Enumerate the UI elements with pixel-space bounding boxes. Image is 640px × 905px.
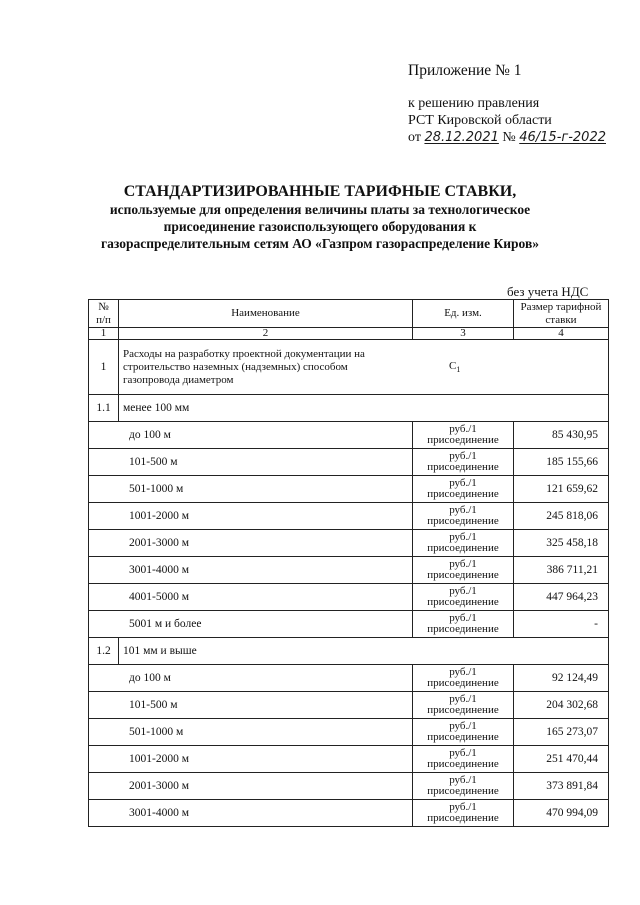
unit-cell: руб./1 присоединение [413, 719, 514, 746]
rate-cell: 251 470,44 [514, 746, 609, 773]
rate-cell: 373 891,84 [514, 773, 609, 800]
index-cell: 2 [119, 328, 413, 340]
section-description: Расходы на разработку проектной документации на строительство наземных (надземных) способом газопровода диаметром [123, 347, 365, 386]
length-range: 1001-2000 м [89, 746, 413, 773]
vat-note: без учета НДС [507, 284, 589, 299]
table-row [89, 584, 609, 611]
handwritten-date: 28.12.2021 [424, 130, 499, 145]
rate-cell: - [514, 611, 609, 638]
table-row [89, 800, 609, 827]
title-line-4: газораспределительным сетям АО «Газпром газораспределение Киров» [101, 236, 539, 251]
unit-cell: руб./1 присоединение [413, 800, 514, 827]
unit-cell: руб./1 присоединение [413, 746, 514, 773]
table-row [89, 476, 609, 503]
table-row [89, 746, 609, 773]
section-desc-cell [119, 340, 609, 395]
rate-cell: 85 430,95 [514, 422, 609, 449]
subsection-row [89, 638, 609, 665]
table-row [89, 665, 609, 692]
table-row [89, 530, 609, 557]
annex-label: Приложение № 1 [408, 62, 522, 79]
title-line-2: используемые для определения величины платы за технологическое [109, 202, 531, 217]
rate-cell: 386 711,21 [514, 557, 609, 584]
header-name: Наименование [119, 300, 413, 328]
length-range: 501-1000 м [89, 476, 413, 503]
subsection-num: 1.1 [89, 395, 119, 422]
table-row [89, 719, 609, 746]
number-prefix: № [502, 130, 516, 145]
length-range: 501-1000 м [89, 719, 413, 746]
decision-line-1: к решению правления [408, 96, 540, 111]
title-line-1: СТАНДАРТИЗИРОВАННЫЕ ТАРИФНЫЕ СТАВКИ, [123, 183, 517, 200]
length-range: 5001 м и более [89, 611, 413, 638]
section-row [89, 340, 609, 395]
decision-date-line [408, 129, 606, 146]
tariff-table [88, 299, 609, 827]
document-header [408, 62, 606, 146]
handwritten-number: 46/15-г-2022 [519, 130, 606, 145]
index-cell: 4 [514, 328, 609, 340]
rate-cell: 325 458,18 [514, 530, 609, 557]
unit-cell: руб./1 присоединение [413, 665, 514, 692]
table-row [89, 611, 609, 638]
table-row [89, 503, 609, 530]
table-row [89, 692, 609, 719]
unit-cell: руб./1 присоединение [413, 449, 514, 476]
subsection-row [89, 395, 609, 422]
subsection-num: 1.2 [89, 638, 119, 665]
rate-cell: 204 302,68 [514, 692, 609, 719]
rate-cell: 245 818,06 [514, 503, 609, 530]
section-num: 1 [89, 340, 119, 395]
length-range: 101-500 м [89, 692, 413, 719]
unit-cell: руб./1 присоединение [413, 773, 514, 800]
document-title [40, 182, 600, 252]
unit-cell: руб./1 присоединение [413, 557, 514, 584]
length-range: 1001-2000 м [89, 503, 413, 530]
from-prefix: от [408, 130, 421, 145]
rate-cell: 121 659,62 [514, 476, 609, 503]
table-index-row [89, 328, 609, 340]
header-num: № п/п [89, 300, 119, 328]
unit-cell: руб./1 присоединение [413, 476, 514, 503]
index-cell: 3 [413, 328, 514, 340]
title-line-3: присоединение газоиспользующего оборудования к [163, 219, 477, 234]
length-range: 2001-3000 м [89, 773, 413, 800]
symbol-letter: С [449, 359, 457, 372]
rate-cell: 185 155,66 [514, 449, 609, 476]
index-cell: 1 [89, 328, 119, 340]
section-symbol [449, 360, 460, 374]
table-row [89, 422, 609, 449]
table-header-row [89, 300, 609, 328]
unit-cell: руб./1 присоединение [413, 422, 514, 449]
unit-cell: руб./1 присоединение [413, 692, 514, 719]
length-range: 4001-5000 м [89, 584, 413, 611]
subsection-label: 101 мм и выше [119, 638, 609, 665]
unit-cell: руб./1 присоединение [413, 611, 514, 638]
length-range: 101-500 м [89, 449, 413, 476]
header-unit: Ед. изм. [413, 300, 514, 328]
length-range: до 100 м [89, 422, 413, 449]
length-range: 3001-4000 м [89, 800, 413, 827]
table-row [89, 557, 609, 584]
symbol-subscript: 1 [456, 365, 461, 375]
subsection-label: менее 100 мм [119, 395, 609, 422]
table-row [89, 773, 609, 800]
decision-line-2: РСТ Кировской области [408, 113, 552, 128]
length-range: до 100 м [89, 665, 413, 692]
unit-cell: руб./1 присоединение [413, 503, 514, 530]
length-range: 2001-3000 м [89, 530, 413, 557]
unit-cell: руб./1 присоединение [413, 584, 514, 611]
rate-cell: 92 124,49 [514, 665, 609, 692]
rate-cell: 165 273,07 [514, 719, 609, 746]
rate-cell: 470 994,09 [514, 800, 609, 827]
header-rate: Размер тарифной ставки [514, 300, 609, 328]
rate-cell: 447 964,23 [514, 584, 609, 611]
unit-cell: руб./1 присоединение [413, 530, 514, 557]
table-row [89, 449, 609, 476]
length-range: 3001-4000 м [89, 557, 413, 584]
